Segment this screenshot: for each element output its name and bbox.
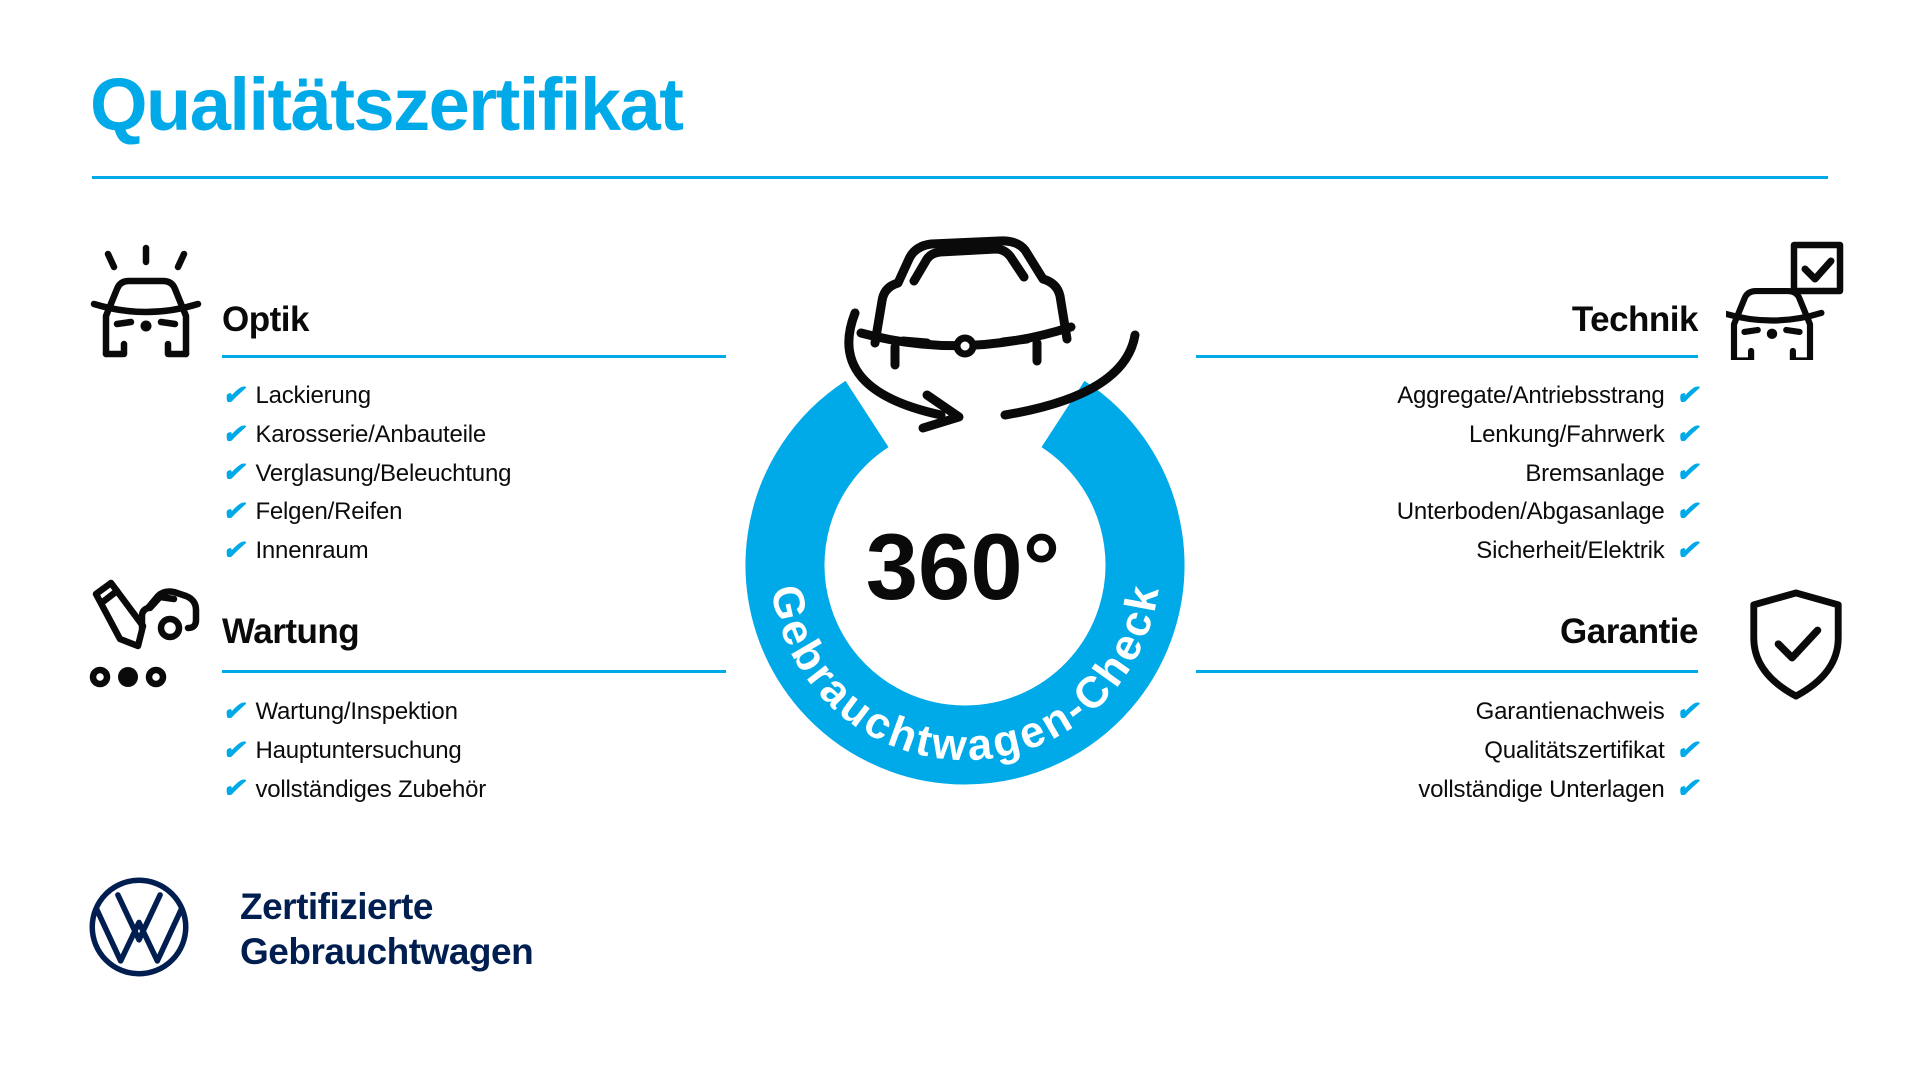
car-headlights-icon	[86, 242, 206, 362]
check-icon: ✔	[1675, 495, 1698, 526]
check-icon: ✔	[222, 734, 245, 765]
check-icon: ✔	[1675, 734, 1698, 765]
list-item: ✔ Felgen/Reifen	[222, 495, 403, 526]
check-icon: ✔	[1675, 379, 1698, 410]
brand-line-1: Zertifizierte	[240, 886, 433, 927]
list-item: vollständige Unterlagen ✔	[1418, 773, 1698, 804]
list-item: ✔ Karosserie/Anbauteile	[222, 418, 487, 449]
check-icon: ✔	[222, 418, 245, 449]
wartung-checklist	[222, 693, 486, 809]
vw-logo	[84, 872, 194, 982]
brand-claim	[240, 884, 533, 974]
list-item: Garantienachweis ✔	[1475, 695, 1698, 726]
wartung-divider	[222, 670, 726, 673]
check-icon: ✔	[222, 773, 245, 804]
optik-checklist	[222, 377, 511, 570]
section-heading-garantie: Garantie	[1560, 612, 1698, 651]
360-check-badge	[705, 215, 1225, 815]
technik-checklist	[1196, 377, 1698, 570]
check-icon: ✔	[1675, 534, 1698, 565]
check-icon: ✔	[222, 495, 245, 526]
section-heading-wartung: Wartung	[222, 612, 360, 651]
check-icon: ✔	[1675, 773, 1698, 804]
title-divider	[92, 176, 1828, 179]
shield-check-icon	[1742, 586, 1850, 706]
list-item: Sicherheit/Elektrik ✔	[1476, 534, 1698, 565]
list-item: ✔ Innenraum	[222, 534, 369, 565]
check-icon: ✔	[222, 534, 245, 565]
garantie-divider	[1196, 670, 1698, 673]
list-item: Unterboden/Abgasanlage ✔	[1396, 495, 1698, 526]
service-checklist-icon	[84, 576, 204, 696]
check-icon: ✔	[222, 379, 245, 410]
list-item: Aggregate/Antriebsstrang ✔	[1397, 379, 1698, 410]
brand-line-2: Gebrauchtwagen	[240, 931, 534, 972]
degrees-label: 360°	[865, 514, 1061, 619]
list-item: ✔ Wartung/Inspektion	[222, 695, 458, 726]
optik-divider	[222, 355, 726, 358]
list-item: Qualitätszertifikat ✔	[1484, 734, 1698, 765]
page-title: Qualitätszertifikat	[90, 63, 683, 146]
check-icon: ✔	[222, 695, 245, 726]
list-item: ✔ Lackierung	[222, 379, 371, 410]
check-icon: ✔	[1675, 457, 1698, 488]
list-item: ✔ Hauptuntersuchung	[222, 734, 462, 765]
section-heading-optik: Optik	[222, 300, 309, 339]
check-icon: ✔	[1675, 695, 1698, 726]
car-checkbox-icon	[1726, 240, 1846, 360]
list-item: Bremsanlage ✔	[1525, 457, 1698, 488]
check-icon: ✔	[222, 457, 245, 488]
garantie-checklist	[1196, 693, 1698, 809]
section-heading-technik: Technik	[1571, 300, 1698, 339]
ring-label: Gebrauchtwagen-Check	[761, 580, 1169, 771]
technik-divider	[1196, 355, 1698, 358]
list-item: Lenkung/Fahrwerk ✔	[1468, 418, 1698, 449]
check-icon: ✔	[1675, 418, 1698, 449]
list-item: ✔ Verglasung/Beleuchtung	[222, 457, 512, 488]
list-item: ✔ vollständiges Zubehör	[222, 773, 487, 804]
